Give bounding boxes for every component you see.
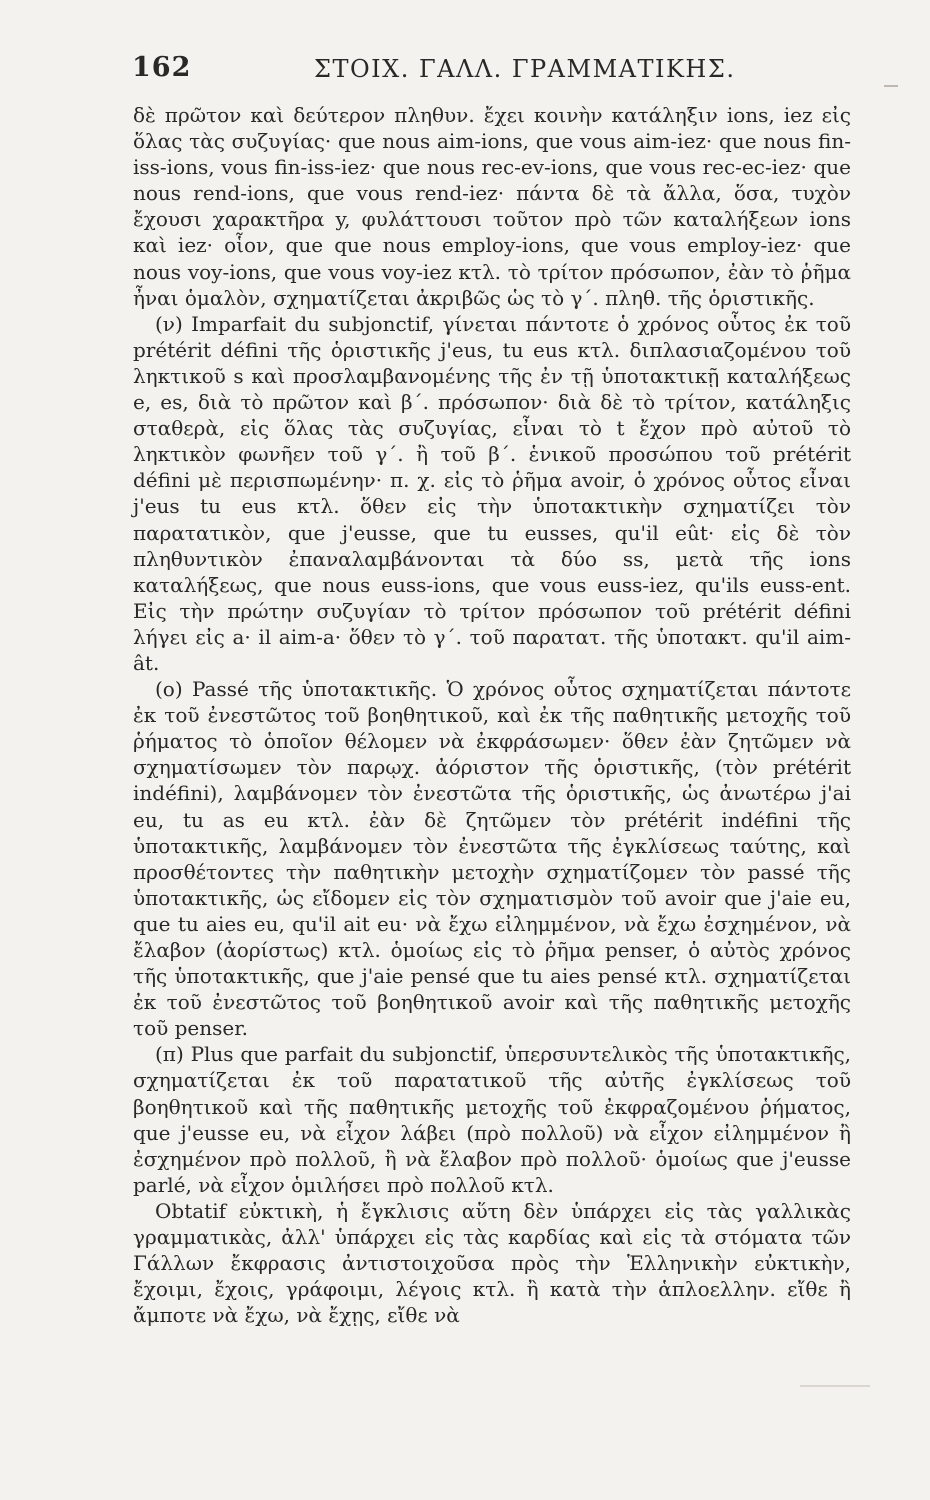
show-through-line <box>800 1385 870 1387</box>
page-number: 162 <box>132 52 192 83</box>
running-title: ΣΤΟΙΧ. ΓΑΛΛ. ΓΡΑΜΜΑΤΙΚΗΣ. <box>314 55 736 83</box>
paragraph: (π) Plus que parfait du subjonctif, ὑπερσυντελικὸς τῆς ὑποτακτικῆς, σχηματίζεται ἐκ τοῦ παρατατικοῦ τῆς αὐτῆς ἐγκλίσεως τοῦ βοηθητικοῦ καὶ τῆς παθητικῆς μετοχῆς τοῦ ἐκφραζομένου ῥήματος, que j'eusse eu, νὰ εἶχον λάβει (πρὸ πολλοῦ) νὰ εἶχον εἰλημμένον ἢ ἐσχημένον πρὸ πολλοῦ, ἢ νὰ ἔλαβον πρὸ πολλοῦ· ὁμοίως que j'eusse parlé, νὰ εἶχον ὁμιλήσει πρὸ πολλοῦ κτλ. <box>133 1042 851 1197</box>
page-header <box>130 52 860 92</box>
paragraph: (ν) Imparfait du subjonctif, γίνεται πάντοτε ὁ χρόνος οὗτος ἐκ τοῦ prétérit défini τῆς ὁριστικῆς j'eus, tu eus κτλ. διπλασιαζομένου τοῦ ληκτικοῦ s καὶ προσλαμβανομένης τῆς ἐν τῇ ὑποτακτικῇ καταλήξεως e, es, διὰ τὸ πρῶτον καὶ β΄. πρόσωπον· διὰ δὲ τὸ τρίτον, κατάληξις σταθερὰ, εἰς ὅλας τὰς συζυγίας, εἶναι τὸ t ἔχον πρὸ αὐτοῦ τὸ ληκτικὸν φωνῆεν τοῦ γ΄. ἢ τοῦ β΄. ἑνικοῦ προσώπου τοῦ prétérit défini μὲ περισπωμένην· π. χ. εἰς τὸ ῥῆμα avoir, ὁ χρόνος οὗτος εἶναι j'eus tu eus κτλ. ὅθεν εἰς τὴν ὑποτακτικὴν σχηματίζει τὸν παρατατικὸν, que j'eusse, que tu eusses, qu'il eût· εἰς δὲ τὸν πληθυντικὸν ἐπαναλαμβάνονται τὰ δύο ss, μετὰ τῆς ions καταλήξεως, que nous euss-ions, que vous euss-iez, qu'ils euss-ent. Εἰς τὴν πρώτην συζυγίαν τὸ τρίτον πρόσωπον τοῦ prétérit défini λήγει εἰς a· il aim-a· ὅθεν τὸ γ΄. τοῦ παρατατ. τῆς ὑποτακτ. qu'il aim-ât. <box>133 311 851 675</box>
paragraph: Obtatif εὐκτικὴ, ἡ ἔγκλισις αὕτη δὲν ὑπάρχει εἰς τὰς γαλλικὰς γραμματικὰς, ἀλλ' ὑπάρχει εἰς τὰς καρδίας καὶ εἰς τὰ στόματα τῶν Γάλλων ἔκφρασις ἀντιστοιχοῦσα πρὸς τὴν Ἑλληνικὴν εὐκτικὴν, ἔχοιμι, ἔχοις, γράφοιμι, λέγοις κτλ. ἢ κατὰ τὴν ἁπλοελλην. εἴθε ἢ ἄμποτε νὰ ἔχω, νὰ ἔχῃς, εἴθε νὰ <box>133 1198 851 1328</box>
paragraph: δὲ πρῶτον καὶ δεύτερον πληθυν. ἔχει κοινὴν κατάληξιν ions, iez εἰς ὅλας τὰς συζυγίας· que nous aim-ions, que vous aim-iez· que nous fin-iss-ions, vous fin-iss-iez· que nous rec-ev-ions, que vous rec-ec-iez· que nous rend-ions, que vous rend-iez· πάντα δὲ τὰ ἄλλα, ὅσα, τυχὸν ἔχουσι χαρακτῆρα y, φυλάττουσι τοῦτον πρὸ τῶν καταλήξεων ions καὶ iez· οἷον, que que nous employ-ions, que vous employ-iez· que nous voy-ions, que vous voy-iez κτλ. τὸ τρίτον πρόσωπον, ἐὰν τὸ ῥῆμα ἦναι ὁμαλὸν, σχηματίζεται ἀκριβῶς ὡς τὸ γ΄. πληθ. τῆς ὁριστικῆς. <box>133 103 851 310</box>
paragraph: (ο) Passé τῆς ὑποτακτικῆς. Ὁ χρόνος οὗτος σχηματίζεται πάντοτε ἐκ τοῦ ἐνεστῶτος τοῦ βοηθητικοῦ, καὶ ἐκ τῆς παθητικῆς μετοχῆς τοῦ ῥήματος τὸ ὁποῖον θέλομεν νὰ ἐκφράσωμεν· ὅθεν ἐὰν ζητῶμεν νὰ σχηματίσωμεν τὸν παρῳχ. ἀόριστον τῆς ὁριστικῆς, (τὸν prétérit indéfini), λαμβάνομεν τὸν ἐνεστῶτα τῆς ὁριστικῆς, ὡς ἀνωτέρω j'ai eu, tu as eu κτλ. ἐὰν δὲ ζητῶμεν τὸν prétérit indéfini τῆς ὑποτακτικῆς, λαμβάνομεν τὸν ἐνεστῶτα τῆς ἐγκλίσεως ταύτης, καὶ προσθέτοντες τὴν παθητικὴν μετοχὴν σχηματίζομεν τὸν passé τῆς ὑποτακτικῆς, ὡς εἴδομεν εἰς τὸν σχηματισμὸν τοῦ avoir que j'aie eu, que tu aies eu, qu'il ait eu· νὰ ἔχω εἰλημμένον, νὰ ἔχω ἐσχημένον, νὰ ἔλαβον (ἀορίστως) κτλ. ὁμοίως εἰς τὸ ῥῆμα penser, ὁ αὐτὸς χρόνος τῆς ὑποτακτικῆς, que j'aie pensé que tu aies pensé κτλ. σχηματίζεται ἐκ τοῦ ἐνεστῶτος τοῦ βοηθητικοῦ avoir καὶ τῆς παθητικῆς μετοχῆς τοῦ penser. <box>133 677 851 1041</box>
print-mark <box>884 85 898 87</box>
body-text <box>133 102 851 1328</box>
